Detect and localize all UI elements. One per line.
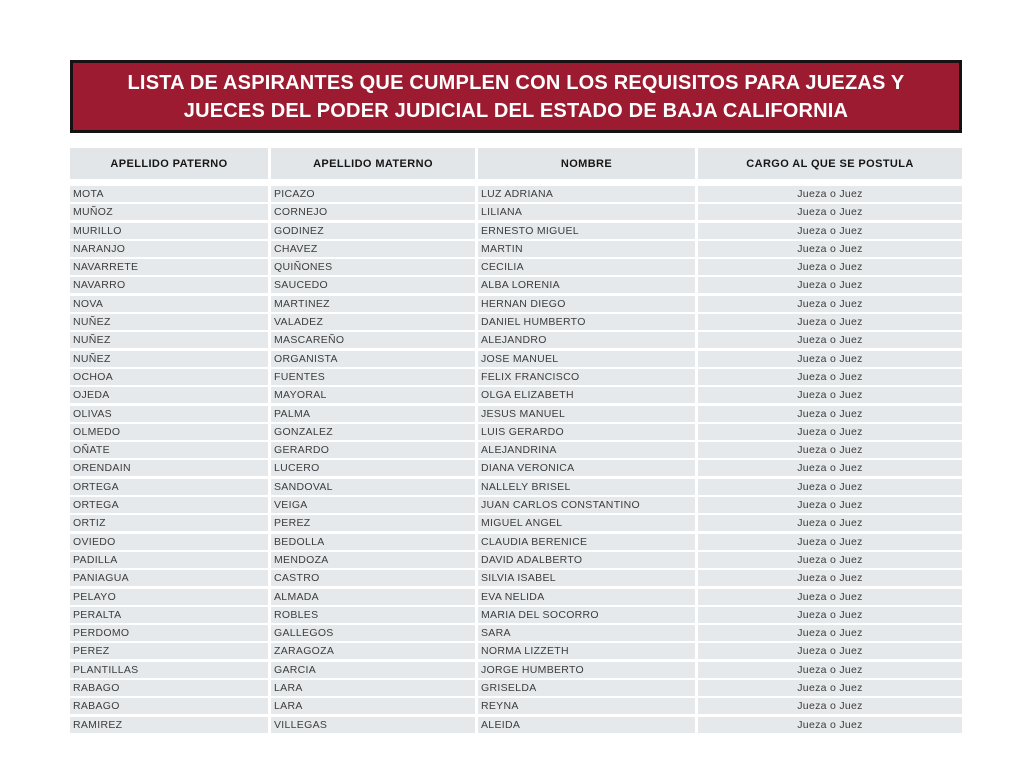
cell-apellido-paterno: NAVARRO	[70, 277, 268, 293]
cell-cargo: Jueza o Juez	[698, 259, 962, 275]
table-row	[70, 534, 962, 550]
cell-apellido-materno: ALMADA	[271, 589, 475, 605]
cell-apellido-paterno: ORTIZ	[70, 515, 268, 531]
cell-apellido-paterno: NUÑEZ	[70, 351, 268, 367]
cell-cargo: Jueza o Juez	[698, 698, 962, 714]
cell-apellido-materno: LUCERO	[271, 460, 475, 476]
column-header-nombre: NOMBRE	[478, 148, 695, 179]
cell-nombre: DAVID ADALBERTO	[478, 552, 695, 568]
cell-apellido-materno: CASTRO	[271, 570, 475, 586]
cell-nombre: SARA	[478, 625, 695, 641]
cell-apellido-paterno: PADILLA	[70, 552, 268, 568]
cell-apellido-paterno: NAVARRETE	[70, 259, 268, 275]
cell-apellido-paterno: PEREZ	[70, 643, 268, 659]
cell-cargo: Jueza o Juez	[698, 351, 962, 367]
cell-apellido-materno: SAUCEDO	[271, 277, 475, 293]
table-row	[70, 387, 962, 403]
cell-cargo: Jueza o Juez	[698, 662, 962, 678]
table-row	[70, 680, 962, 696]
cell-apellido-paterno: ORENDAIN	[70, 460, 268, 476]
table-row	[70, 643, 962, 659]
cell-nombre: ALEIDA	[478, 717, 695, 733]
table-row	[70, 424, 962, 440]
cell-nombre: FELIX FRANCISCO	[478, 369, 695, 385]
cell-cargo: Jueza o Juez	[698, 369, 962, 385]
cell-apellido-materno: SANDOVAL	[271, 479, 475, 495]
cell-nombre: JORGE HUMBERTO	[478, 662, 695, 678]
cell-apellido-materno: ZARAGOZA	[271, 643, 475, 659]
cell-apellido-materno: CORNEJO	[271, 204, 475, 220]
page-title: LISTA DE ASPIRANTES QUE CUMPLEN CON LOS REQUISITOS PARA JUEZAS Y JUECES DEL PODER JUDICIAL DEL ESTADO DE BAJA CALIFORNIA	[127, 71, 905, 122]
cell-apellido-paterno: NUÑEZ	[70, 314, 268, 330]
cell-nombre: ALEJANDRINA	[478, 442, 695, 458]
table-row	[70, 406, 962, 422]
cell-nombre: MARTIN	[478, 241, 695, 257]
cell-nombre: ALEJANDRO	[478, 332, 695, 348]
cell-cargo: Jueza o Juez	[698, 643, 962, 659]
cell-apellido-materno: GARCIA	[271, 662, 475, 678]
cell-apellido-materno: MENDOZA	[271, 552, 475, 568]
cell-cargo: Jueza o Juez	[698, 479, 962, 495]
table-row	[70, 223, 962, 239]
table-row	[70, 497, 962, 513]
table-header-row	[70, 148, 962, 179]
cell-apellido-paterno: RABAGO	[70, 698, 268, 714]
cell-apellido-materno: GONZALEZ	[271, 424, 475, 440]
cell-apellido-materno: QUIÑONES	[271, 259, 475, 275]
cell-nombre: JUAN CARLOS CONSTANTINO	[478, 497, 695, 513]
table-row	[70, 241, 962, 257]
column-header-apellido-paterno: APELLIDO PATERNO	[70, 148, 268, 179]
cell-apellido-paterno: PERDOMO	[70, 625, 268, 641]
table-row	[70, 277, 962, 293]
cell-apellido-paterno: OLMEDO	[70, 424, 268, 440]
cell-apellido-paterno: OÑATE	[70, 442, 268, 458]
cell-cargo: Jueza o Juez	[698, 314, 962, 330]
table-row	[70, 369, 962, 385]
cell-nombre: GRISELDA	[478, 680, 695, 696]
cell-nombre: CECILIA	[478, 259, 695, 275]
cell-nombre: LUIS GERARDO	[478, 424, 695, 440]
column-header-apellido-materno: APELLIDO MATERNO	[271, 148, 475, 179]
cell-cargo: Jueza o Juez	[698, 406, 962, 422]
cell-apellido-materno: PEREZ	[271, 515, 475, 531]
cell-apellido-materno: PALMA	[271, 406, 475, 422]
cell-nombre: MARIA DEL SOCORRO	[478, 607, 695, 623]
cell-cargo: Jueza o Juez	[698, 515, 962, 531]
cell-apellido-materno: BEDOLLA	[271, 534, 475, 550]
cell-apellido-paterno: RABAGO	[70, 680, 268, 696]
cell-apellido-materno: MASCAREÑO	[271, 332, 475, 348]
cell-cargo: Jueza o Juez	[698, 717, 962, 733]
table-row	[70, 607, 962, 623]
cell-cargo: Jueza o Juez	[698, 552, 962, 568]
table-body	[70, 186, 962, 735]
table-row	[70, 662, 962, 678]
cell-apellido-materno: PICAZO	[271, 186, 475, 202]
cell-apellido-paterno: NARANJO	[70, 241, 268, 257]
cell-cargo: Jueza o Juez	[698, 570, 962, 586]
cell-apellido-paterno: MOTA	[70, 186, 268, 202]
cell-apellido-materno: FUENTES	[271, 369, 475, 385]
cell-apellido-materno: VALADEZ	[271, 314, 475, 330]
cell-nombre: DANIEL HUMBERTO	[478, 314, 695, 330]
table-row	[70, 570, 962, 586]
table-row	[70, 186, 962, 202]
cell-apellido-materno: CHAVEZ	[271, 241, 475, 257]
column-header-cargo: CARGO AL QUE SE POSTULA	[698, 148, 962, 179]
cell-apellido-materno: GERARDO	[271, 442, 475, 458]
cell-apellido-paterno: MUÑOZ	[70, 204, 268, 220]
cell-nombre: NORMA LIZZETH	[478, 643, 695, 659]
cell-cargo: Jueza o Juez	[698, 223, 962, 239]
cell-cargo: Jueza o Juez	[698, 607, 962, 623]
cell-nombre: ALBA LORENIA	[478, 277, 695, 293]
cell-apellido-materno: ORGANISTA	[271, 351, 475, 367]
table-row	[70, 479, 962, 495]
cell-cargo: Jueza o Juez	[698, 387, 962, 403]
cell-nombre: DIANA VERONICA	[478, 460, 695, 476]
table-row	[70, 442, 962, 458]
cell-apellido-paterno: MURILLO	[70, 223, 268, 239]
cell-nombre: NALLELY BRISEL	[478, 479, 695, 495]
cell-apellido-materno: ROBLES	[271, 607, 475, 623]
cell-cargo: Jueza o Juez	[698, 680, 962, 696]
cell-cargo: Jueza o Juez	[698, 296, 962, 312]
cell-nombre: EVA NELIDA	[478, 589, 695, 605]
cell-apellido-paterno: OLIVAS	[70, 406, 268, 422]
table-row	[70, 204, 962, 220]
table-row	[70, 351, 962, 367]
cell-nombre: ERNESTO MIGUEL	[478, 223, 695, 239]
cell-nombre: LILIANA	[478, 204, 695, 220]
cell-apellido-paterno: OJEDA	[70, 387, 268, 403]
cell-apellido-paterno: NOVA	[70, 296, 268, 312]
cell-nombre: REYNA	[478, 698, 695, 714]
cell-apellido-paterno: PERALTA	[70, 607, 268, 623]
table-row	[70, 552, 962, 568]
cell-cargo: Jueza o Juez	[698, 424, 962, 440]
cell-apellido-materno: GALLEGOS	[271, 625, 475, 641]
cell-nombre: MIGUEL ANGEL	[478, 515, 695, 531]
cell-cargo: Jueza o Juez	[698, 204, 962, 220]
cell-cargo: Jueza o Juez	[698, 186, 962, 202]
table-row	[70, 515, 962, 531]
table-row	[70, 625, 962, 641]
cell-nombre: LUZ ADRIANA	[478, 186, 695, 202]
table-row	[70, 460, 962, 476]
title-banner	[70, 60, 962, 133]
cell-cargo: Jueza o Juez	[698, 442, 962, 458]
cell-cargo: Jueza o Juez	[698, 460, 962, 476]
cell-apellido-materno: GODINEZ	[271, 223, 475, 239]
cell-nombre: HERNAN DIEGO	[478, 296, 695, 312]
cell-cargo: Jueza o Juez	[698, 589, 962, 605]
cell-apellido-paterno: OVIEDO	[70, 534, 268, 550]
cell-cargo: Jueza o Juez	[698, 625, 962, 641]
table-row	[70, 717, 962, 733]
cell-apellido-paterno: NUÑEZ	[70, 332, 268, 348]
table-row	[70, 259, 962, 275]
cell-apellido-materno: MARTINEZ	[271, 296, 475, 312]
cell-nombre: JESUS MANUEL	[478, 406, 695, 422]
cell-apellido-materno: LARA	[271, 680, 475, 696]
cell-apellido-materno: LARA	[271, 698, 475, 714]
cell-cargo: Jueza o Juez	[698, 497, 962, 513]
table-row	[70, 332, 962, 348]
cell-cargo: Jueza o Juez	[698, 332, 962, 348]
table-row	[70, 314, 962, 330]
cell-apellido-paterno: PELAYO	[70, 589, 268, 605]
cell-nombre: OLGA ELIZABETH	[478, 387, 695, 403]
cell-apellido-paterno: ORTEGA	[70, 479, 268, 495]
cell-apellido-paterno: PLANTILLAS	[70, 662, 268, 678]
cell-nombre: SILVIA ISABEL	[478, 570, 695, 586]
cell-nombre: JOSE MANUEL	[478, 351, 695, 367]
cell-cargo: Jueza o Juez	[698, 277, 962, 293]
cell-apellido-paterno: RAMIREZ	[70, 717, 268, 733]
cell-cargo: Jueza o Juez	[698, 534, 962, 550]
cell-cargo: Jueza o Juez	[698, 241, 962, 257]
cell-apellido-materno: VILLEGAS	[271, 717, 475, 733]
cell-nombre: CLAUDIA BERENICE	[478, 534, 695, 550]
table-row	[70, 698, 962, 714]
cell-apellido-paterno: OCHOA	[70, 369, 268, 385]
table-row	[70, 589, 962, 605]
cell-apellido-paterno: ORTEGA	[70, 497, 268, 513]
cell-apellido-paterno: PANIAGUA	[70, 570, 268, 586]
cell-apellido-materno: VEIGA	[271, 497, 475, 513]
table-row	[70, 296, 962, 312]
cell-apellido-materno: MAYORAL	[271, 387, 475, 403]
